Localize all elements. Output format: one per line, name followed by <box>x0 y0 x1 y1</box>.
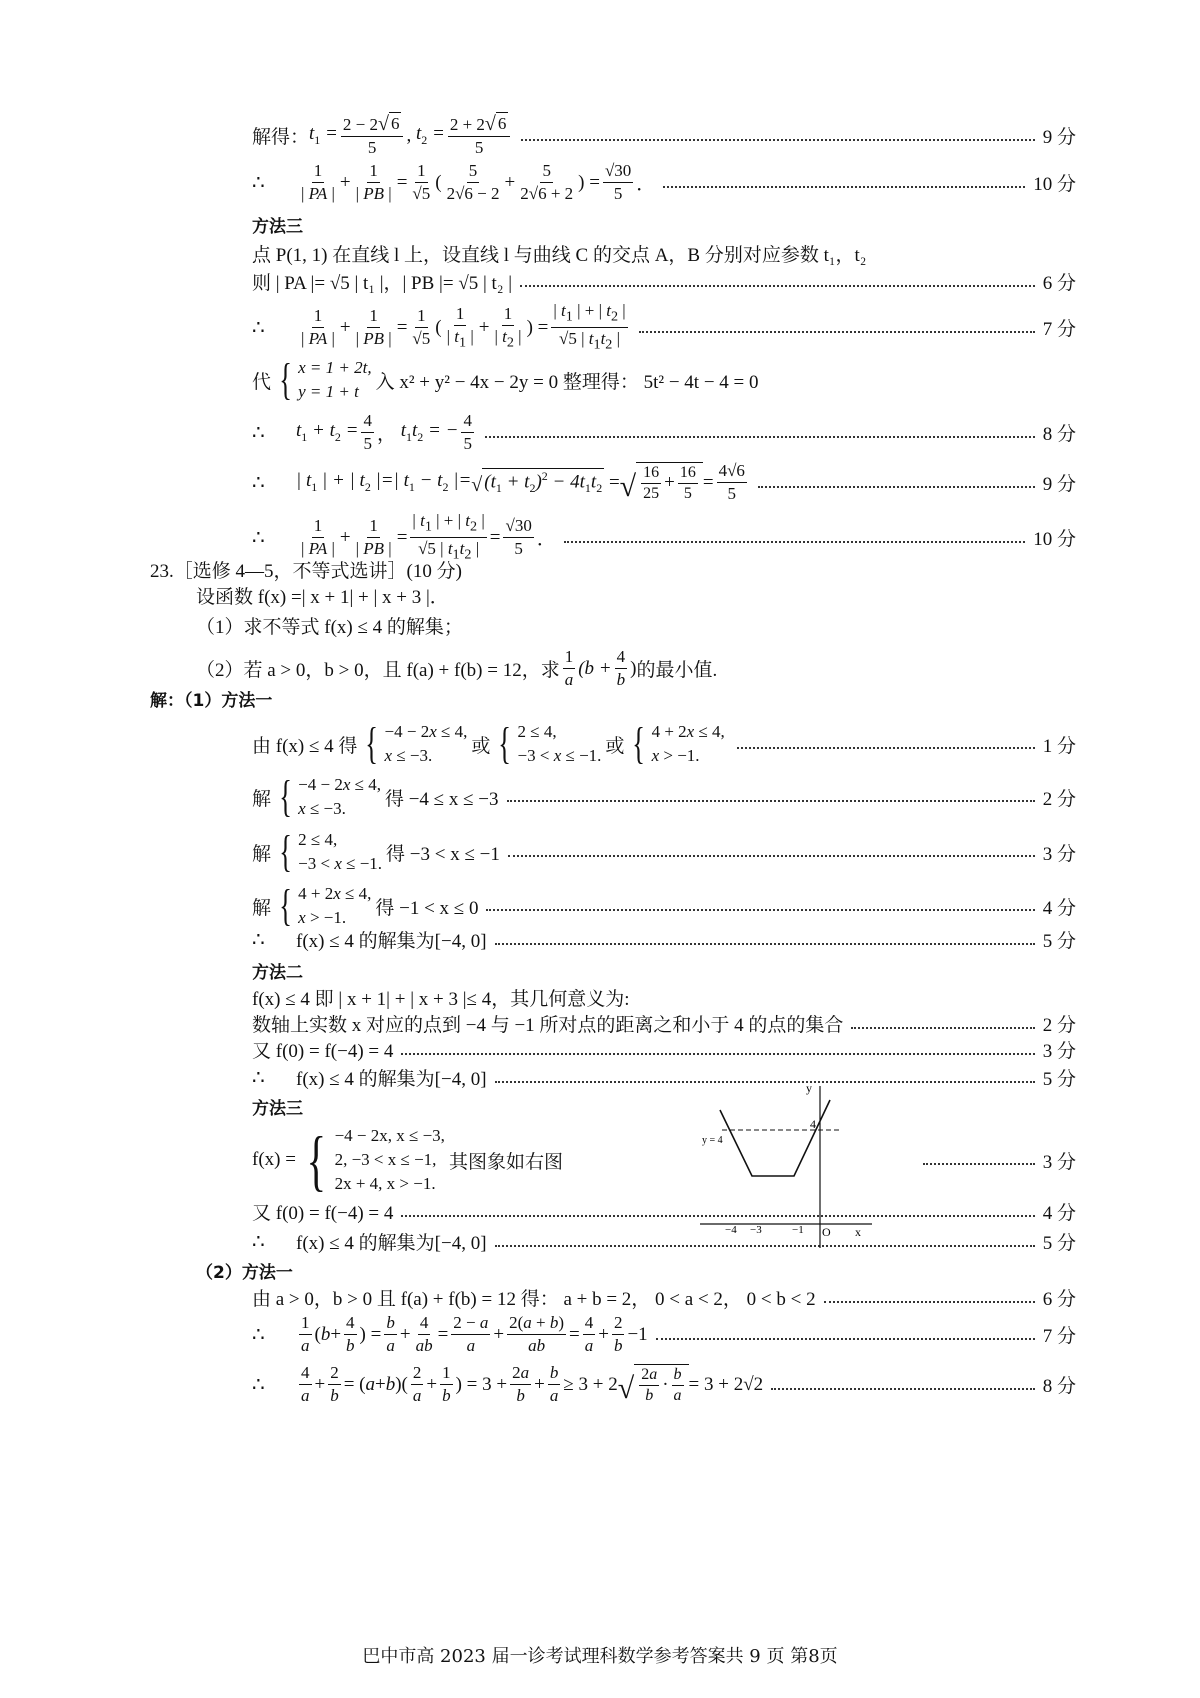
fraction: $\frac{4}{b}$ <box>616 647 626 689</box>
line-text: 又 f(0) = f(−4) = 4 <box>252 1203 394 1224</box>
score: 7 分 <box>1042 319 1076 341</box>
leader-dots <box>758 486 1035 488</box>
leader-dots <box>923 1163 1035 1165</box>
fraction: $\frac{4}{5}$ <box>463 411 472 453</box>
leader-dots <box>851 1027 1034 1029</box>
case-system: { 2 ≤ 4, −3 < x ≤ −1. <box>498 719 602 768</box>
method-heading: （2）方法一 <box>196 1263 293 1283</box>
question-text: 设函数 f(x) =| x + 1| + | x + 3 |． <box>196 587 449 608</box>
piecewise-line <box>252 1124 1076 1196</box>
math-t2: $t_2$ = <box>415 123 445 147</box>
solution-line-substitute <box>252 356 1076 404</box>
fraction: $\frac{4}{b}$ <box>346 1313 355 1355</box>
leader-dots <box>485 436 1035 438</box>
line-text: 其图象如右图 <box>448 1151 563 1173</box>
line-text: 得 −4 ≤ x ≤ −3 <box>384 788 499 810</box>
score: 4 分 <box>1042 1203 1076 1224</box>
method-two-line-4 <box>252 1064 1076 1091</box>
line-text: 解 <box>252 788 272 810</box>
line-text: 代 <box>252 371 272 393</box>
fraction: $\frac{2(a + b)}{ab}$ <box>509 1313 565 1355</box>
part-2-title <box>196 1258 1076 1283</box>
fraction: $\frac{| t_1 | + | t_2 |}{√5 | t_1t_2 |}$ <box>553 301 626 353</box>
leader-dots <box>495 943 1035 945</box>
line-text: 解 <box>252 897 272 919</box>
therefore-symbol: ∴ <box>252 1067 265 1089</box>
score: 6 分 <box>1042 1289 1076 1310</box>
leader-dots <box>521 139 1034 141</box>
score: 6 分 <box>1042 273 1076 294</box>
fraction: $\frac{1}{b}$ <box>442 1363 451 1405</box>
score: 10 分 <box>1033 174 1076 195</box>
leader-dots <box>824 1301 1035 1303</box>
method-three-b-title <box>252 1094 1076 1119</box>
fraction: 2 + 2 √ 6 5 <box>448 112 511 159</box>
fraction: $\frac{1}{| PA |}$ <box>301 161 335 203</box>
case-system: { −4 − 2x ≤ 4, x ≤ −3. <box>279 772 381 821</box>
question-23-part2: （2）若 a > 0，b > 0，且 f(a) + f(b) = 12，求 $\frac{1}{a}$ (b + $\frac{4}{b}$ ) 的最小值. <box>196 647 718 689</box>
case-system: { 2 ≤ 4, −3 < x ≤ −1. <box>279 827 383 876</box>
score: 8 分 <box>1042 1376 1076 1397</box>
therefore-symbol: ∴ <box>252 1324 265 1346</box>
fraction: $\frac{1}{√5}$ <box>412 161 431 203</box>
question-23-title <box>150 556 1076 583</box>
fraction: $\frac{1}{| t_1 |}$ <box>446 303 474 351</box>
score: 3 分 <box>1042 843 1076 865</box>
method-three-intro <box>252 240 1076 267</box>
line-text: 又 f(0) = f(−4) = 4 <box>252 1041 394 1062</box>
solution-line-vieta: ∴ $t_1 + t_2$ = $\frac{4}{5}$ ， $t_1t_2$ = − $\frac{4}{5}$ 8 分 <box>252 411 1076 453</box>
x-label: x <box>855 1225 861 1239</box>
line-text: 得 −3 < x ≤ −1 <box>386 843 500 865</box>
fraction: $\frac{b}{a}$ <box>386 1313 395 1355</box>
case-line: −4 − 2x, x ≤ −3, <box>334 1126 445 1145</box>
method-three-b-line-2 <box>252 1198 1076 1225</box>
leader-dots <box>401 1053 1034 1055</box>
leader-dots <box>737 747 1035 749</box>
score: 5 分 <box>1042 931 1076 952</box>
math-t1: $t_1$ = <box>309 123 338 147</box>
leader-dots <box>771 1388 1035 1390</box>
score: 9 分 <box>1042 127 1076 148</box>
part-2-line-3: ∴ $\frac{4}{a}$ + $\frac{2}{b}$ = ( a + b )( $\frac{2}{a}$ + $\frac{1}{b}$ ) = 3 + $\frac{2a}{b}$ + $\frac{b}{a}$ ≥ 3 + 2 √ $\frac{2a}{b}$ · $\frac{b}{a}$ = 3 + 2√2 8 分 <box>252 1363 1076 1405</box>
score: 2 分 <box>1042 1015 1076 1036</box>
score: 8 分 <box>1042 424 1076 445</box>
line-text: 由 a > 0，b > 0 且 f(a) + f(b) = 12 得： a + b = 2， 0 < a < 2， 0 < b < 2 <box>252 1289 816 1310</box>
fraction: $\frac{1}{√5}$ <box>412 306 431 349</box>
line-label: y = 4 <box>702 1135 723 1146</box>
case-line: 2x + 4, x > −1. <box>334 1174 436 1193</box>
method-two-line-3 <box>252 1036 1076 1063</box>
therefore-symbol: ∴ <box>252 1374 265 1396</box>
case-line: 2, −3 < x ≤ −1, <box>334 1150 437 1169</box>
or-text: 或 <box>471 735 491 757</box>
method-heading: 方法三 <box>252 1099 303 1119</box>
step-5 <box>252 926 1076 953</box>
fraction: $\frac{√30}{5}$ <box>604 161 632 203</box>
case-system: { −4 − 2x ≤ 4, x ≤ −3. <box>365 719 468 768</box>
solution-line-t-values: 解得： $t_1$ = 2 − 2 √ 6 5 , $t_2$ = 2 + 2 √ 6 5 9 分 <box>252 113 1076 157</box>
leader-dots <box>508 855 1035 857</box>
fraction: $\frac{| t_1 | + | t_2 |}{√5 | t_1t_2 |}$ <box>412 511 485 563</box>
tick-label: −3 <box>750 1224 762 1236</box>
fraction: $\frac{2 - a}{a}$ <box>453 1313 489 1355</box>
score: 3 分 <box>1042 1151 1076 1173</box>
leader-dots <box>639 331 1035 333</box>
line-text: 得 −1 < x ≤ 0 <box>375 897 479 919</box>
equation-system: { x = 1 + 2t, y = 1 + t <box>279 355 372 404</box>
therefore-symbol: ∴ <box>252 1231 265 1253</box>
line-text: f(x) ≤ 4 的解集为[−4, 0] <box>296 931 487 952</box>
part-2-line-2: ∴ $\frac{1}{a}$ ( b + $\frac{4}{b}$ ) = $\frac{b}{a}$ + $\frac{4}{ab}$ = $\frac{2 - a}{a}$ + $\frac{2(a + b)}{ab}$ = $\frac{4}{a}$ + $\frac{2}{b}$ −1 7 分 <box>252 1313 1076 1355</box>
step-2 <box>252 773 1076 821</box>
line-text: 由 f(x) ≤ 4 得 <box>252 735 358 757</box>
fraction: $\frac{5}{2√6 - 2}$ <box>446 161 500 203</box>
question-text: （1）求不等式 f(x) ≤ 4 的解集； <box>196 617 463 638</box>
fraction: $\frac{1}{a}$ <box>301 1313 310 1355</box>
fraction: $\frac{4}{ab}$ <box>415 1313 433 1355</box>
method-two-line-1 <box>252 984 1076 1011</box>
fraction: $\frac{1}{| t_2 |}$ <box>494 303 522 351</box>
therefore-symbol: ∴ <box>252 527 265 550</box>
line-text: f(x) ≤ 4 即 | x + 1| + | x + 3 |≤ 4，其几何意义为: <box>252 989 630 1010</box>
solution-line-abs-sum: ∴ | $t_1$ | + | $t_2$ |=| $t_1 - t_2$ |= √ $(t_1 + t_2)^2 - 4t_1t_2$ = √ $\frac{16}{25}$ + $\frac{16}{5}$ = $\frac{4√6}{5}$ 9 分 <box>252 461 1076 503</box>
fraction: $\frac{2}{b}$ <box>613 1313 623 1355</box>
line-text: f(x) ≤ 4 的解集为[−4, 0] <box>296 1069 487 1090</box>
line-text: f(x) ≤ 4 的解集为[−4, 0] <box>296 1233 487 1254</box>
solution-label: 解：（1） <box>150 691 222 711</box>
tick-label: −4 <box>725 1224 737 1236</box>
score: 2 分 <box>1042 788 1076 810</box>
solution-line-pa-pb <box>252 268 1076 295</box>
solution-line-sum: ∴ $\frac{1}{| PA |}$ + $\frac{1}{| PB |}$ = $\frac{1}{√5}$ ( $\frac{5}{2√6 - 2}$ + $\frac{5}{2√6 + 2}$ ) = $\frac{√30}{5}$ ． 10 分 <box>252 161 1076 203</box>
method-two-title <box>252 958 1076 983</box>
fraction: $\frac{1}{| PB |}$ <box>355 516 392 559</box>
method-three-title <box>252 212 1076 237</box>
method-two-line-2 <box>252 1010 1076 1037</box>
therefore-symbol: ∴ <box>252 172 265 194</box>
score: 9 分 <box>1042 474 1076 495</box>
line-text: 数轴上实数 x 对应的点到 −4 与 −1 所对点的距离之和小于 4 的点的集合 <box>252 1015 844 1036</box>
leader-dots <box>520 285 1035 287</box>
leader-dots <box>486 909 1034 911</box>
method-heading: 方法三 <box>252 217 303 237</box>
fraction: $\frac{2a}{b}$ <box>512 1363 530 1405</box>
fraction: $\frac{1}{| PB |}$ <box>355 161 392 203</box>
question-text: 的最小值. <box>636 660 718 681</box>
fraction: $\frac{4}{a}$ <box>584 1313 594 1355</box>
therefore-symbol: ∴ <box>252 422 265 444</box>
fraction: $\frac{b}{a}$ <box>549 1363 559 1405</box>
score: 5 分 <box>1042 1233 1076 1254</box>
score: 7 分 <box>1042 1326 1076 1347</box>
question-text: （2）若 a > 0，b > 0，且 f(a) + f(b) = 12，求 <box>196 660 560 681</box>
question-title: 23.［选修 4—5，不等式选讲］(10 分) <box>150 561 462 582</box>
y-label: y <box>806 1081 812 1095</box>
therefore-symbol: ∴ <box>252 317 265 340</box>
part-2-line-1 <box>252 1284 1076 1311</box>
leader-dots <box>663 186 1025 188</box>
score: 3 分 <box>1042 1041 1076 1062</box>
step-1 <box>252 720 1076 768</box>
step-4 <box>252 882 1076 930</box>
case-system: { 4 + 2x ≤ 4, x > −1. <box>632 719 725 768</box>
solution-line-reciprocal: ∴ $\frac{1}{| PA |}$ + $\frac{1}{| PB |}$ = $\frac{1}{√5}$ ( $\frac{1}{| t_1 |}$ + $\frac{1}{| t_2 |}$ ) = $\frac{| t_1 | + | t_2 |}{√5 | t_1t_2 |}$ 7 分 <box>252 300 1076 356</box>
fraction: $\frac{1}{| PA |}$ <box>301 516 335 559</box>
piecewise-system: { −4 − 2x, x ≤ −3, 2, −3 < x ≤ −1, 2x + 4, x > −1. <box>306 1122 445 1198</box>
origin-label: O <box>822 1225 831 1239</box>
method-heading: 方法二 <box>252 963 303 983</box>
fraction: $\frac{4}{5}$ <box>363 411 372 453</box>
fraction: $\frac{5}{2√6 + 2}$ <box>520 161 574 203</box>
score: 10 分 <box>1033 529 1076 551</box>
graph-curve <box>720 1100 830 1176</box>
function-graph <box>700 1080 880 1250</box>
fraction: $\frac{√30}{5}$ <box>505 516 532 559</box>
solution-heading <box>150 686 1076 711</box>
score: 1 分 <box>1042 735 1076 757</box>
fraction: $\frac{2}{a}$ <box>412 1363 422 1405</box>
page-footer: 巴中市高 2023 届一诊考试理科数学参考答案共 9 页 第8页 <box>362 1646 838 1667</box>
score: 5 分 <box>1042 1069 1076 1090</box>
line-prefix: 解得： <box>252 127 310 148</box>
tick-label: −1 <box>792 1224 804 1236</box>
fraction: $\frac{4}{a}$ <box>301 1363 310 1405</box>
leader-dots <box>564 541 1025 543</box>
method-heading: 方法一 <box>221 691 273 711</box>
line-text: 解 <box>252 843 272 865</box>
question-23-function <box>196 582 1076 609</box>
therefore-symbol: ∴ <box>252 472 265 494</box>
therefore-symbol: ∴ <box>252 929 265 951</box>
leader-dots <box>507 800 1035 802</box>
line-text: 入 x² + y² − 4x − 2y = 0 整理得： 5t² − 4t − 4 = 0 <box>375 371 759 393</box>
fraction: 2 − 2 √ 6 5 <box>341 112 404 159</box>
line-text: 则 | PA |= √5 | t₁ |，| PB |= √5 | t₂ | <box>252 273 513 294</box>
fraction: $\frac{4√6}{5}$ <box>718 461 745 503</box>
question-23-part1 <box>196 612 1076 639</box>
line-text: f(x) = <box>252 1149 296 1170</box>
fraction: $\frac{2}{b}$ <box>330 1363 339 1405</box>
step-3 <box>252 828 1076 876</box>
fraction: $\frac{1}{| PA |}$ <box>301 306 335 349</box>
case-system: { 4 + 2x ≤ 4, x > −1. <box>279 881 372 930</box>
leader-dots <box>656 1338 1035 1340</box>
fraction: $\frac{1}{| PB |}$ <box>355 306 392 349</box>
fraction: $\frac{1}{a}$ <box>564 647 574 689</box>
or-text: 或 <box>605 735 625 757</box>
method-three-b-line-3 <box>252 1228 1076 1255</box>
score: 4 分 <box>1042 897 1076 919</box>
value-4-label: 4 <box>810 1117 816 1131</box>
solution-line-final: ∴ $\frac{1}{| PA |}$ + $\frac{1}{| PB |}$ = $\frac{| t_1 | + | t_2 |}{√5 | t_1t_2 |}$ = $\frac{√30}{5}$ ． 10 分 <box>252 510 1076 566</box>
intro-text: 点 P(1, 1) 在直线 l 上，设直线 l 与曲线 C 的交点 A，B 分别对应参数 t₁，t₂ <box>252 245 867 266</box>
